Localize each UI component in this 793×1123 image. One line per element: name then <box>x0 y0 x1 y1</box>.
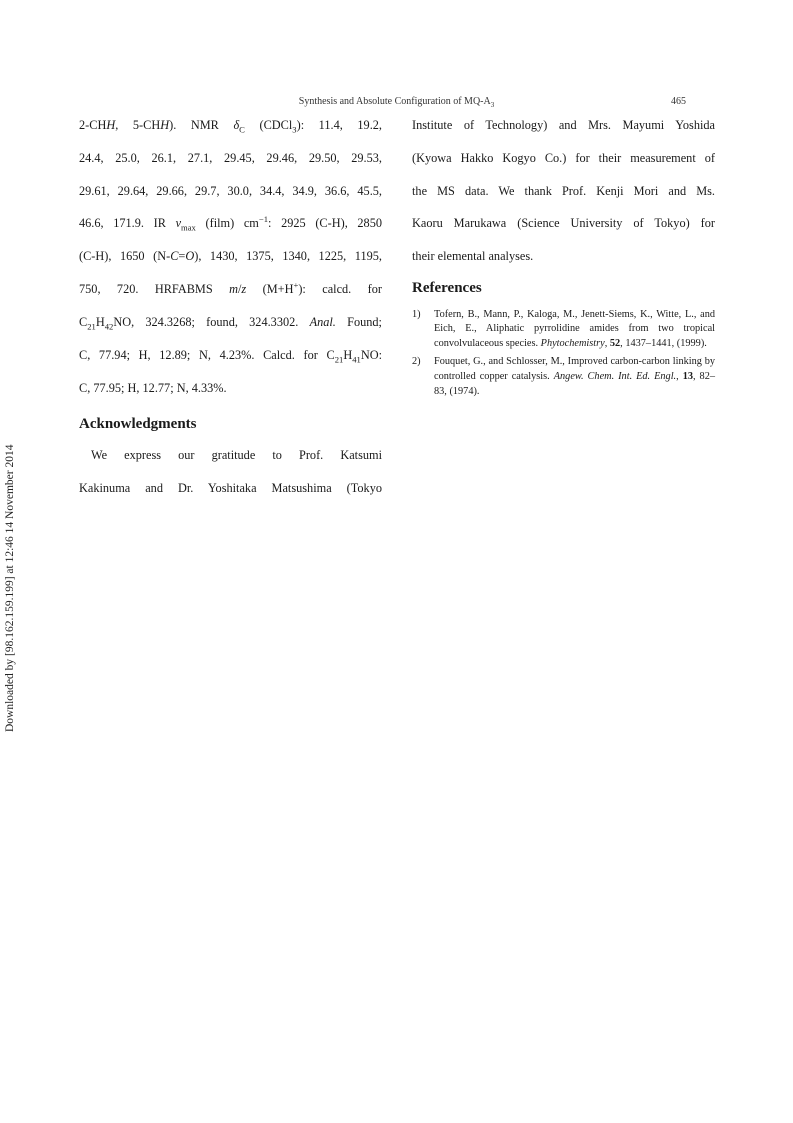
download-watermark: Downloaded by [98.162.159.199] at 12:46 14 November 2014 <box>4 444 16 732</box>
reference-number: 1) <box>412 308 421 320</box>
acknowledgments-heading: Acknowledgments <box>79 415 197 432</box>
running-title: Synthesis and Absolute Configuration of $MQ-A_3$ <box>298 96 495 109</box>
data-line: C, 77.94; H, 12.89; N, 4.23%. Calcd. for $C_{21}H_{41}NO$: <box>79 347 382 365</box>
data-line: 750, 720. HRFABMS m/z (M+H+): calcd. for <box>79 279 382 297</box>
reference-text: Tofern, B., Mann, P., Kaloga, M., Jenett-Siems, K., Witte, L., and Eich, E., Aliphatic pyrrolidine amides from two tropical convolvulaceous species. Phytochemistry, 52, 1437–1441, (1999). <box>434 308 715 349</box>
reference-text: Fouquet, G., and Schlosser, M., Improved carbon-carbon linking by controlled copper catalysis. Angew. Chem. Int. Ed. Engl., 13, 82–83, (1974). <box>434 356 715 397</box>
ack-line: their elemental analyses. <box>412 249 534 264</box>
reference-item <box>412 308 715 352</box>
ack-line: the MS data. We thank Prof. Kenji Mori and Ms. <box>412 183 715 198</box>
data-line: (C-H), 1650 (N-C=O), 1430, 1375, 1340, 1225, 1195, <box>79 249 382 264</box>
references-heading: References <box>412 279 482 296</box>
page-number: 465 <box>671 96 686 107</box>
data-line: C, 77.95; H, 12.77; N, 4.33%. <box>79 380 227 395</box>
ack-line: We express our gratitude to Prof. Katsumi <box>91 447 382 462</box>
reference-list <box>412 308 715 400</box>
ack-line: (Kyowa Hakko Kogyo Co.) for their measurement of <box>412 150 715 165</box>
reference-number: 2) <box>412 356 421 368</box>
reference-item <box>412 355 715 399</box>
data-line: $C_{21}H_{42}NO$, 324.3268; found, 324.3302. Anal. Found; <box>79 314 382 332</box>
data-line: 29.61, 29.64, 29.66, 29.7, 30.0, 34.4, 34.9, 36.6, 45.5, <box>79 183 382 198</box>
data-line: 2-CHH, 5-CHH). NMR $\delta_C$ (CDCl$_3$): 11.4, 19.2, <box>79 118 382 135</box>
right-column <box>412 117 715 403</box>
ack-line: Institute of Technology) and Mrs. Mayumi Yoshida <box>412 118 715 132</box>
left-column <box>79 117 382 513</box>
acknowledgments-continued <box>412 117 715 265</box>
data-line: 46.6, 171.9. IR $\nu_{max}$ (film) $cm^{-1}$: 2925 (C-H), 2850 <box>79 214 382 233</box>
experimental-data <box>79 117 382 396</box>
data-line: 24.4, 25.0, 26.1, 27.1, 29.45, 29.46, 29.50, 29.53, <box>79 150 382 165</box>
ack-line: Kaoru Marukawa (Science University of Tokyo) for <box>412 216 715 231</box>
ack-line: Kakinuma and Dr. Yoshitaka Matsushima (Tokyo <box>79 480 382 495</box>
acknowledgments-paragraph <box>79 447 382 513</box>
